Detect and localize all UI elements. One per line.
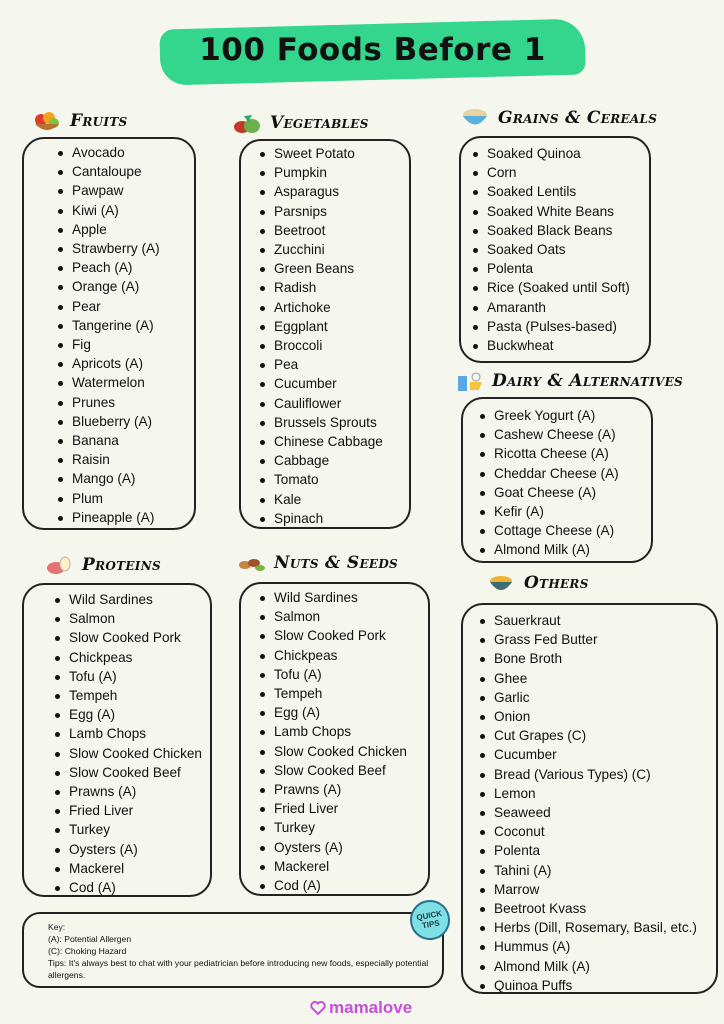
vegetables-list-item: Green Beans <box>258 259 409 278</box>
vegetables-list-item: Beetroot <box>258 221 409 240</box>
nuts-list-item: Egg (A) <box>258 703 428 722</box>
vegetables-list-item: Spinach <box>258 509 409 528</box>
heart-logo-icon <box>310 1000 326 1016</box>
nuts-list-item: Slow Cooked Pork <box>258 626 428 645</box>
nuts-icon <box>236 550 266 576</box>
grains-list-item: Rice (Soaked until Soft) <box>471 278 649 297</box>
vegetables-list-item: Artichoke <box>258 298 409 317</box>
proteins-list-item: Turkey <box>53 820 210 839</box>
dairy-list-item: Cheddar Cheese (A) <box>478 464 651 483</box>
dairy-list <box>478 406 651 560</box>
others-bowl-icon <box>486 570 516 596</box>
proteins-list-item: Chickpeas <box>53 648 210 667</box>
brand-logo <box>310 998 412 1018</box>
fruits-heading <box>32 108 128 134</box>
others-list-item: Cut Grapes (C) <box>478 726 716 745</box>
proteins-list-item: Fried Liver <box>53 801 210 820</box>
nuts-list-item: Prawns (A) <box>258 780 428 799</box>
dairy-list-box <box>461 397 653 563</box>
grains-list-item: Polenta <box>471 259 649 278</box>
nuts-list <box>258 588 428 895</box>
vegetables-heading <box>232 110 369 136</box>
vegetables-list-item: Radish <box>258 278 409 297</box>
others-list-item: Seaweed <box>478 803 716 822</box>
title-banner <box>160 18 585 82</box>
proteins-list-item: Egg (A) <box>53 705 210 724</box>
vegetables-list-item: Cucumber <box>258 374 409 393</box>
vegetables-list-item: Brussels Sprouts <box>258 413 409 432</box>
dairy-list-item: Goat Cheese (A) <box>478 483 651 502</box>
grains-list-item: Soaked Black Beans <box>471 221 649 240</box>
proteins-heading-label: Proteins <box>82 555 161 575</box>
vegetables-list-item: Pea <box>258 355 409 374</box>
others-list-item: Marrow <box>478 880 716 899</box>
others-list-item: Beetroot Kvass <box>478 899 716 918</box>
page-title: 100 Foods Before 1 <box>199 32 546 68</box>
proteins-list-box <box>22 583 212 897</box>
vegetables-list-item: Cauliflower <box>258 394 409 413</box>
proteins-icon <box>44 552 74 578</box>
nuts-heading-label: Nuts & Seeds <box>274 553 399 573</box>
vegetables-list-item: Tomato <box>258 470 409 489</box>
nuts-list-item: Chickpeas <box>258 646 428 665</box>
proteins-list-item: Cod (A) <box>53 878 210 897</box>
others-list-item: Quinoa Puffs <box>478 976 716 995</box>
fruits-list-item: Banana <box>56 431 194 450</box>
others-list-item: Herbs (Dill, Rosemary, Basil, etc.) <box>478 918 716 937</box>
fruits-list-item: Tangerine (A) <box>56 316 194 335</box>
vegetables-list-item: Broccoli <box>258 336 409 355</box>
nuts-list-item: Slow Cooked Chicken <box>258 742 428 761</box>
nuts-list-item: Mackerel <box>258 857 428 876</box>
nuts-list-item: Slow Cooked Beef <box>258 761 428 780</box>
proteins-heading <box>44 552 161 578</box>
others-heading-label: Others <box>524 573 589 593</box>
grains-list-item: Buckwheat <box>471 336 649 355</box>
vegetables-icon <box>232 110 262 136</box>
others-list-item: Lemon <box>478 784 716 803</box>
nuts-list-item: Oysters (A) <box>258 838 428 857</box>
grains-list-item: Pasta (Pulses-based) <box>471 317 649 336</box>
fruits-list-item: Cantaloupe <box>56 162 194 181</box>
grains-list-item: Corn <box>471 163 649 182</box>
dairy-list-item: Cashew Cheese (A) <box>478 425 651 444</box>
vegetables-list-item: Pumpkin <box>258 163 409 182</box>
others-list-item: Grass Fed Butter <box>478 630 716 649</box>
fruits-list-item: Plum <box>56 489 194 508</box>
nuts-list-item: Tempeh <box>258 684 428 703</box>
grains-list <box>471 144 649 355</box>
vegetables-list <box>258 144 409 528</box>
dairy-list-item: Cottage Cheese (A) <box>478 521 651 540</box>
nuts-list-item: Wild Sardines <box>258 588 428 607</box>
fruits-list-item: Kiwi (A) <box>56 201 194 220</box>
vegetables-list-item: Zucchini <box>258 240 409 259</box>
vegetables-list-item: Sweet Potato <box>258 144 409 163</box>
others-list-item: Sauerkraut <box>478 611 716 630</box>
dairy-list-item: Kefir (A) <box>478 502 651 521</box>
fruits-list-item: Apricots (A) <box>56 354 194 373</box>
grains-list-item: Amaranth <box>471 298 649 317</box>
others-list-item: Cucumber <box>478 745 716 764</box>
fruits-list-item: Peach (A) <box>56 258 194 277</box>
fruits-list-item: Raisin <box>56 450 194 469</box>
nuts-list-item: Turkey <box>258 818 428 837</box>
nuts-list-item: Tofu (A) <box>258 665 428 684</box>
nuts-list-box <box>239 582 430 896</box>
grains-list-item: Soaked Quinoa <box>471 144 649 163</box>
dairy-list-item: Ricotta Cheese (A) <box>478 444 651 463</box>
nuts-list-item: Cod (A) <box>258 876 428 895</box>
grains-list-item: Soaked White Beans <box>471 202 649 221</box>
proteins-list-item: Mackerel <box>53 859 210 878</box>
proteins-list <box>53 590 210 897</box>
grain-bowl-icon <box>460 105 490 131</box>
key-box <box>22 912 444 988</box>
others-list <box>478 611 716 995</box>
fruit-bowl-icon <box>32 108 62 134</box>
others-list-item: Ghee <box>478 669 716 688</box>
vegetables-list-item: Eggplant <box>258 317 409 336</box>
others-list-item: Onion <box>478 707 716 726</box>
grains-list-box <box>459 136 651 363</box>
vegetables-list-item: Chinese Cabbage <box>258 432 409 451</box>
proteins-list-item: Slow Cooked Chicken <box>53 744 210 763</box>
fruits-list-item: Fig <box>56 335 194 354</box>
vegetables-list-item: Asparagus <box>258 182 409 201</box>
grains-heading-label: Grains & Cereals <box>498 108 658 128</box>
dairy-list-item: Greek Yogurt (A) <box>478 406 651 425</box>
dairy-heading <box>454 368 683 394</box>
others-list-item: Coconut <box>478 822 716 841</box>
fruits-list <box>56 143 194 527</box>
fruits-list-item: Strawberry (A) <box>56 239 194 258</box>
fruits-list-item: Watermelon <box>56 373 194 392</box>
others-list-item: Almond Milk (A) <box>478 957 716 976</box>
proteins-list-item: Tofu (A) <box>53 667 210 686</box>
grains-heading <box>460 105 657 131</box>
key-label: Key: <box>48 922 66 932</box>
proteins-list-item: Tempeh <box>53 686 210 705</box>
proteins-list-item: Slow Cooked Beef <box>53 763 210 782</box>
vegetables-list-item: Kale <box>258 490 409 509</box>
vegetables-list-item: Parsnips <box>258 202 409 221</box>
nuts-list-item: Fried Liver <box>258 799 428 818</box>
proteins-list-item: Prawns (A) <box>53 782 210 801</box>
proteins-list-item: Wild Sardines <box>53 590 210 609</box>
fruits-list-item: Blueberry (A) <box>56 412 194 431</box>
others-list-item: Bread (Various Types) (C) <box>478 765 716 784</box>
nuts-heading <box>236 550 398 576</box>
vegetables-list-box <box>239 139 411 529</box>
key-tips: Tips: It's always best to chat with your pediatrician before introducing new foods, especially potential allergens. <box>48 958 429 980</box>
others-list-item: Garlic <box>478 688 716 707</box>
grains-list-item: Soaked Oats <box>471 240 649 259</box>
key-allergen: (A): Potential Allergen <box>48 934 132 944</box>
key-choking: (C): Choking Hazard <box>48 946 127 956</box>
fruits-list-item: Pineapple (A) <box>56 508 194 527</box>
fruits-heading-label: Fruits <box>70 111 128 131</box>
nuts-list-item: Salmon <box>258 607 428 626</box>
others-list-item: Bone Broth <box>478 649 716 668</box>
proteins-list-item: Salmon <box>53 609 210 628</box>
fruits-list-item: Pear <box>56 297 194 316</box>
fruits-list-item: Avocado <box>56 143 194 162</box>
others-list-item: Tahini (A) <box>478 861 716 880</box>
vegetables-heading-label: Vegetables <box>270 113 369 133</box>
fruits-list-item: Mango (A) <box>56 469 194 488</box>
proteins-list-item: Oysters (A) <box>53 840 210 859</box>
others-list-box <box>461 603 718 994</box>
proteins-list-item: Lamb Chops <box>53 724 210 743</box>
nuts-list-item: Lamb Chops <box>258 722 428 741</box>
dairy-icon <box>454 368 484 394</box>
others-list-item: Polenta <box>478 841 716 860</box>
fruits-list-item: Apple <box>56 220 194 239</box>
fruits-list-item: Orange (A) <box>56 277 194 296</box>
brand-name: mamalove <box>329 998 413 1017</box>
others-list-item: Hummus (A) <box>478 937 716 956</box>
dairy-heading-label: Dairy & Alternatives <box>492 371 684 391</box>
dairy-list-item: Almond Milk (A) <box>478 540 651 559</box>
fruits-list-item: Prunes <box>56 393 194 412</box>
vegetables-list-item: Cabbage <box>258 451 409 470</box>
proteins-list-item: Slow Cooked Pork <box>53 628 210 647</box>
fruits-list-item: Pawpaw <box>56 181 194 200</box>
grains-list-item: Soaked Lentils <box>471 182 649 201</box>
quick-tips-label: QUICK TIPS <box>415 908 443 931</box>
others-heading <box>486 570 589 596</box>
fruits-list-box <box>22 137 196 530</box>
